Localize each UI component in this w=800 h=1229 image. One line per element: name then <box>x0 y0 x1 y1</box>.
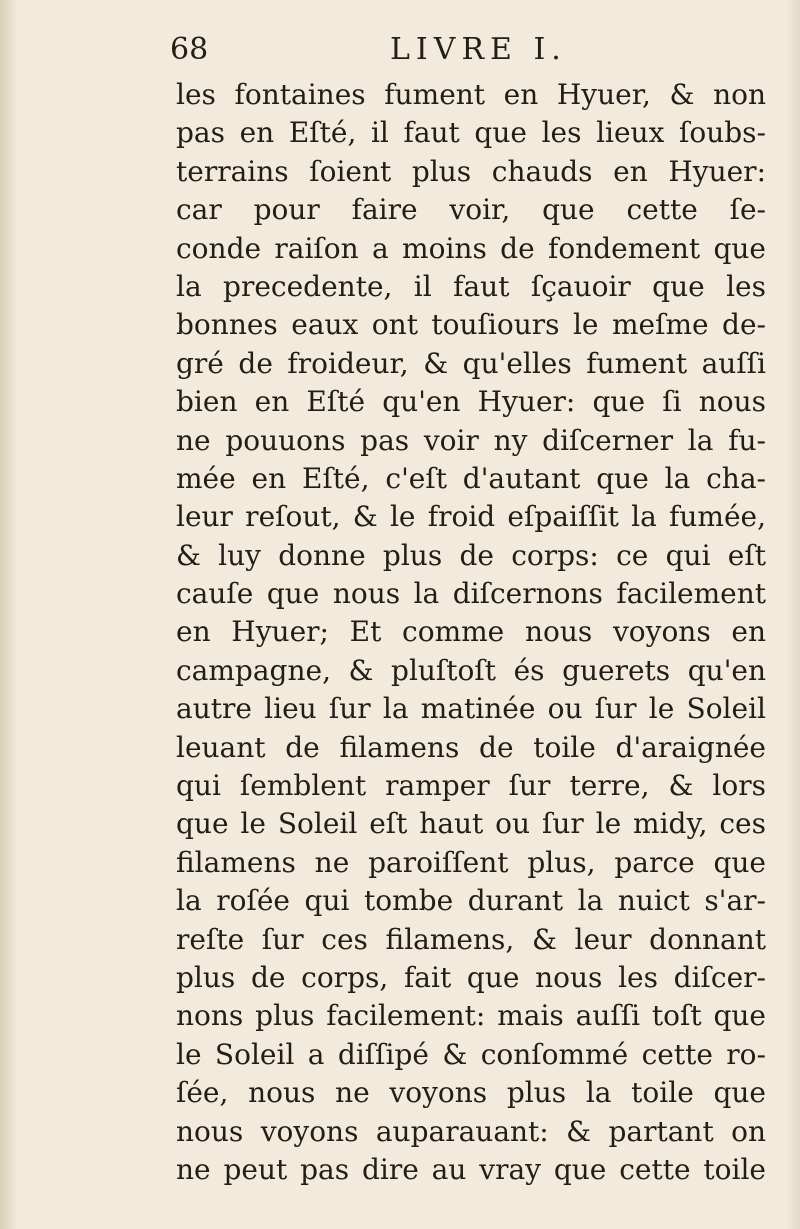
text-line: la roſée qui tombe durant la nuict s'ar- <box>176 884 766 918</box>
text-line: ne pouuons pas voir ny diſcerner la fu- <box>176 423 766 457</box>
text-line: que le Soleil eſt haut ou ſur le midy, ces <box>176 807 766 841</box>
text-line: plus de corps, fait que nous les diſcer- <box>176 960 766 994</box>
text-line: la precedente, il faut ſçauoir que les <box>176 269 766 303</box>
text-line: bien en Eſté qu'en Hyuer: que ſi nous <box>176 385 766 419</box>
text-line: leuant de filamens de toile d'araignée <box>176 730 766 764</box>
text-line: car pour faire voir, que cette ſe- <box>176 193 766 227</box>
text-line: bonnes eaux ont touſiours le meſme de- <box>176 308 766 342</box>
text-line: filamens ne paroiſſent plus, parce que <box>176 845 766 879</box>
text-line: ne peut pas dire au vray que cette toile <box>176 1152 766 1186</box>
page-gutter-shadow <box>0 0 18 1229</box>
body-text <box>176 76 766 1189</box>
text-line: les fontaines fument en Hyuer, & non <box>176 78 766 111</box>
text-line: reſte ſur ces filamens, & leur donnant <box>176 922 766 956</box>
text-line: gré de froideur, & qu'elles fument auſſi <box>176 346 766 380</box>
text-line: nons plus facilement: mais auſſi toſt que <box>176 999 766 1033</box>
text-line: mée en Eſté, c'eſt d'autant que la cha- <box>176 461 766 495</box>
text-line: en Hyuer; Et comme nous voyons en <box>176 615 766 649</box>
text-line: pas en Eſté, il faut que les lieux ſoubs- <box>176 116 766 150</box>
text-line: nous voyons auparauant: & partant on <box>176 1114 766 1148</box>
page-edge-shadow <box>786 0 800 1229</box>
text-line: campagne, & pluſtoſt és guerets qu'en <box>176 653 766 687</box>
text-line: conde raiſon a moins de fondement que <box>176 231 766 265</box>
text-line: leur reſout, & le froid eſpaiſſit la fumée, <box>176 500 766 534</box>
text-line: qui ſemblent ramper ſur terre, & lors <box>176 769 766 803</box>
text-line: cauſe que nous la diſcernons facilement <box>176 577 766 611</box>
running-head <box>170 30 590 70</box>
page-number: 68 <box>170 32 209 67</box>
running-title: LIVRE I. <box>390 32 567 67</box>
text-line: terrains ſoient plus chauds en Hyuer: <box>176 154 766 188</box>
text-line: autre lieu ſur la matinée ou ſur le Soleil <box>176 692 766 726</box>
text-line: ſée, nous ne voyons plus la toile que <box>176 1076 766 1110</box>
text-line: & luy donne plus de corps: ce qui eſt <box>176 538 766 572</box>
text-line: le Soleil a diſſipé & conſommé cette ro- <box>176 1037 766 1071</box>
